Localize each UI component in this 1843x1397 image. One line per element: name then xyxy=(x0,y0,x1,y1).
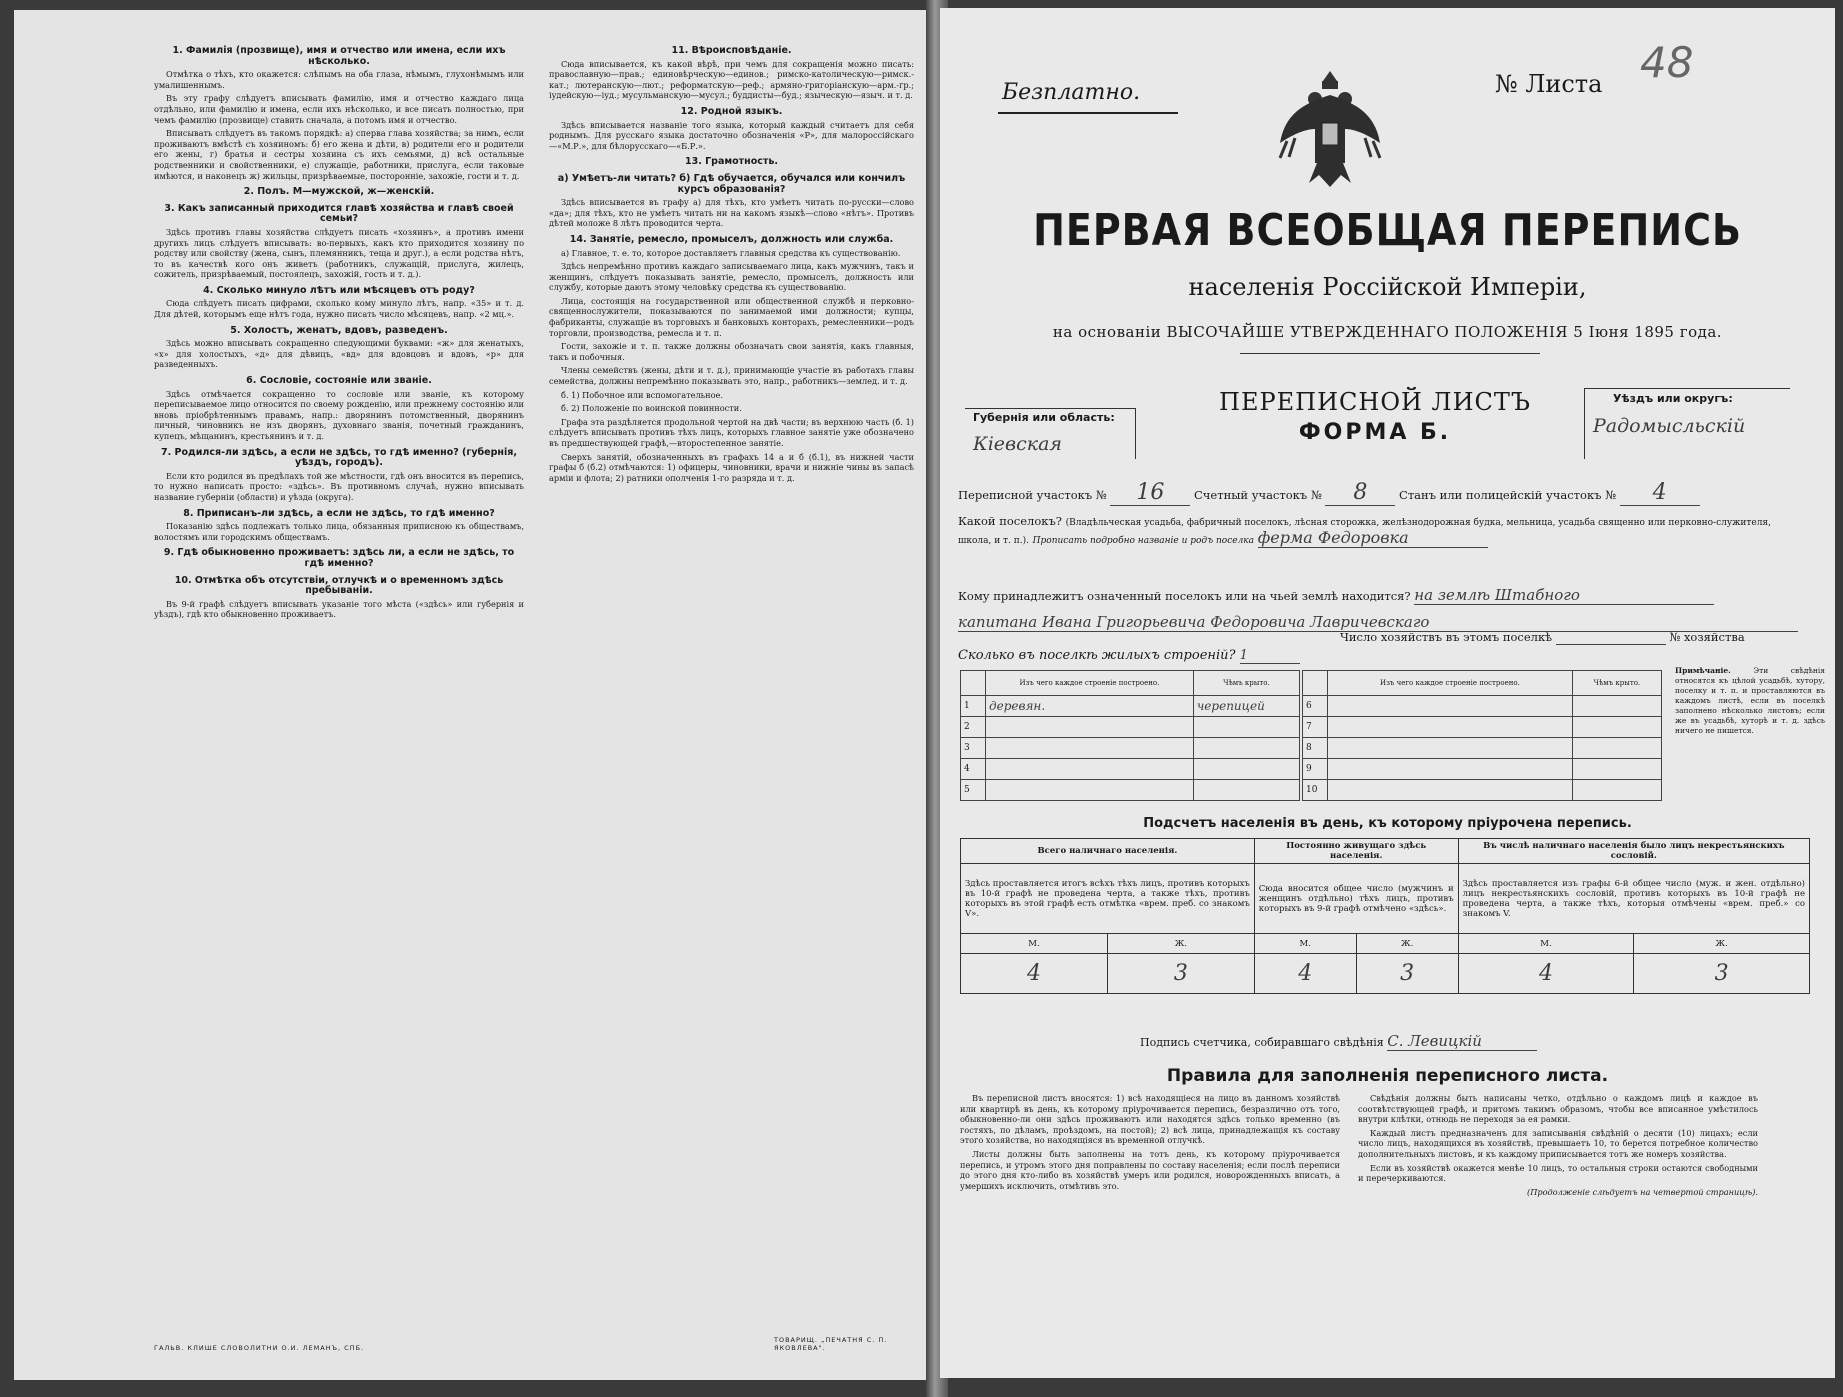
dwellings-material-header: Изъ чего каждое строеніе построено. xyxy=(1328,671,1573,696)
resident-population-header: Постоянно живущаго здѣсь населенія. xyxy=(1254,839,1458,864)
instruction-paragraph: Лица, состоящія на государственной или общественной службѣ и перковно-священнослужители, показываются по занимаемой ими должности; купцы, фабриканты, служащіе въ торговыхъ и банковыхъ конторахъ, ремесленники—родъ торговли, производства, ремесла и т. п. xyxy=(549,295,914,338)
instruction-heading: 13. Грамотность. xyxy=(684,156,779,168)
instruction-heading: 10. Отмѣтка объ отсутствіи, отлучкѣ и о временномъ здѣсь пребываніи. xyxy=(174,574,504,597)
counting-district-value: 8 xyxy=(1325,480,1395,506)
dwelling-number: 2 xyxy=(961,717,986,738)
instruction-heading: 2. Полъ. М—мужской, ж—женскій. xyxy=(243,186,435,198)
owner-value-1: на землѣ Штабного xyxy=(1414,586,1714,605)
female-label: Ж. xyxy=(1356,934,1458,954)
settlement-line xyxy=(958,514,1798,548)
rule-paragraph: Листы должны быть заполнены на тотъ день, къ которому пріурочивается перепись, и утромъ этого дня поправлены по составу населенія; если послѣ переписи до этого дня кто-либо въ хозяйствѣ умеръ или родился, новорожденныхъ вписать, а умершихъ исключить, отмѣтивъ это. xyxy=(960,1148,1340,1191)
instruction-heading: 6. Сословіе, состояніе или званіе. xyxy=(246,375,432,387)
instruction-paragraph: Графа эта раздѣляется продольной чертой на двѣ части; въ верхнюю часть (б. 1) слѣдуетъ вписывать противъ тѣхъ лицъ, которыхъ главное занятіе уже обозначено въ предшествующей графѣ,—второстепенное занятіе. xyxy=(549,416,914,448)
dwelling-row xyxy=(961,738,1300,759)
instruction-paragraph: Здѣсь непремѣнно противъ каждаго записываемаго лица, какъ мужчинъ, такъ и женщинъ, слѣдуетъ показывать занятіе, ремесло, промыселъ, должность или службу, которые даютъ этому человѣку средства къ существованію. xyxy=(549,261,914,293)
dwelling-material xyxy=(986,759,1194,780)
owner-line xyxy=(958,586,1818,632)
dwelling-empty-cell xyxy=(1572,780,1661,801)
instruction-paragraph: Здѣсь отмѣчается сокращенно то сословіе или званіе, къ которому переписываемое лицо относится по своему рожденію, или прежнему состоянію или вновь пріобрѣтеннымъ правамъ, напр.: дворянинъ потомственный, дворянинъ личный, чиновникъ не изъ дворянъ, духовнаго званія, почетный гражданинъ, купецъ, мѣщанинъ, крестьянинъ и т. д. xyxy=(154,388,524,441)
non-peasant-header: Въ числѣ наличнаго населенія было лицъ некрестьянскихъ сословій. xyxy=(1458,839,1809,864)
population-count-title: Подсчетъ населенія въ день, къ которому пріурочена перепись. xyxy=(1143,816,1632,831)
dwelling-row xyxy=(961,780,1300,801)
dwelling-number: 8 xyxy=(1303,738,1328,759)
dwelling-empty-cell xyxy=(1328,738,1573,759)
dwellings-roof-header: Чѣмъ крыто. xyxy=(1572,671,1661,696)
census-subtitle: населенія Россійской Имперіи, xyxy=(1188,273,1587,301)
printer-imprint-right: ТОВАРИЩ. „ПЕЧАТНЯ С. П. ЯКОВЛЕВА". xyxy=(774,1336,888,1352)
present-population-desc: Здѣсь проставляется итогъ всѣхъ тѣхъ лицъ, противъ которыхъ въ 10-й графѣ не проведена черта, а также тѣхъ, противъ которыхъ въ этой графѣ есть отмѣтка «врем. преб. со знакомъ V». xyxy=(961,864,1255,934)
household-number-label: № хозяйства xyxy=(1669,630,1745,644)
imperial-eagle-emblem-icon xyxy=(1275,63,1385,193)
free-of-charge-label: Безплатно. xyxy=(1002,80,1141,105)
printer-imprint-left: ГАЛЬВ. КЛИШЕ СЛОВОЛИТНИ О.И. ЛЕМАНЪ, СПБ. xyxy=(154,1344,365,1352)
resident-population-desc: Сюда вносится общее число (мужчинъ и женщинъ отдѣльно) тѣхъ лицъ, противъ которыхъ въ 9-й графѣ отмѣчено «здѣсь». xyxy=(1254,864,1458,934)
instruction-heading: 9. Гдѣ обыкновенно проживаетъ: здѣсь ли, а если не здѣсь, то гдѣ именно? xyxy=(163,547,515,569)
dwelling-material: деревян. xyxy=(986,696,1194,717)
rules-column-2 xyxy=(1358,1093,1758,1197)
side-note-text: Эти свѣдѣнія относятся къ цѣлой усадьбѣ, хутору, поселку и т. п. и проставляются въ каждомъ листѣ, если въ поселкѣ заполнено нѣсколько листовъ; если же въ усадьбѣ, хуторѣ и т. д. здѣсь ничего не пишется. xyxy=(1675,666,1825,735)
counting-district-label: Счетный участокъ № xyxy=(1194,488,1322,502)
households-line xyxy=(1340,630,1745,645)
dwelling-number: 7 xyxy=(1303,717,1328,738)
dwelling-row xyxy=(1303,780,1662,801)
male-label: М. xyxy=(1254,934,1356,954)
form-subtitle: ФОРМА Б. xyxy=(1298,420,1452,445)
census-legal-basis: на основаніи ВЫСОЧАЙШЕ УТВЕРЖДЕННАГО ПОЛОЖЕНІЯ 5 Іюня 1895 года. xyxy=(1052,323,1723,341)
dwelling-roof xyxy=(1193,759,1299,780)
instruction-heading: 12. Родной языкъ. xyxy=(680,105,783,117)
instructions-column-2 xyxy=(549,40,914,486)
buildings-value: 1 xyxy=(1240,648,1300,664)
dwelling-row xyxy=(1303,738,1662,759)
instruction-paragraph: Члены семействъ (жены, дѣти и т. д.), принимающіе участіе въ работахъ главы семейства, должны непремѣнно показывать это, напр., работникъ—землед. и т. д. xyxy=(549,365,914,387)
rule-paragraph: Каждый листъ предназначенъ для записыванія свѣдѣній о десяти (10) лицахъ; если число лицъ, находящихся въ хозяйствѣ, превышаетъ 10, то берется потребное количество дополнительныхъ листовъ, и къ каждому приписывается тотъ же номеръ хозяйства. xyxy=(1358,1127,1758,1159)
stan-label: Станъ или полицейскій участокъ № xyxy=(1399,488,1617,502)
stan-value: 4 xyxy=(1620,480,1700,506)
female-label: Ж. xyxy=(1634,934,1810,954)
rules-title: Правила для заполненія переписного листа. xyxy=(1166,1066,1609,1086)
dwelling-material xyxy=(986,738,1194,759)
dwelling-number: 1 xyxy=(961,696,986,717)
count-cell: 3 xyxy=(1356,954,1458,994)
instruction-paragraph: Здѣсь вписывается названіе того языка, который каждый считаетъ для себя роднымъ. Для русскаго языка достаточно обозначенія «Р», для малороссійскаго—«М.Р.», для бѣлорусскаго—«Б.Р.». xyxy=(549,119,914,151)
dwelling-roof xyxy=(1193,780,1299,801)
count-cell: 4 xyxy=(1458,954,1634,994)
rules-column-1 xyxy=(960,1093,1340,1194)
dwelling-number: 6 xyxy=(1303,696,1328,717)
guberniya-value: Кіевская xyxy=(973,433,1062,455)
male-label: М. xyxy=(961,934,1108,954)
dwelling-empty-cell xyxy=(1572,738,1661,759)
dwelling-row xyxy=(1303,696,1662,717)
form-title-block xyxy=(1170,388,1580,445)
instruction-paragraph: Здѣсь вписывается въ графу а) для тѣхъ, кто умѣетъ читать по-русски—слово «да»; для тѣхъ, кто не умѣетъ читать ни на какомъ языкѣ—слово «нѣтъ». Противъ дѣтей моложе 8 лѣтъ проводится черта. xyxy=(549,197,914,229)
dwelling-number: 9 xyxy=(1303,759,1328,780)
instruction-paragraph: Въ 9-й графѣ слѣдуетъ вписывать указаніе того мѣста («здѣсь» или губернія и уѣздъ), гдѣ кто обыкновенно проживаетъ. xyxy=(154,598,524,620)
instruction-heading: 3. Какъ записанный приходится главѣ хозяйства и главѣ своей семьи? xyxy=(164,202,514,225)
dwellings-material-header: Изъ чего каждое строеніе построено. xyxy=(986,671,1194,696)
dwelling-number: 10 xyxy=(1303,780,1328,801)
instruction-paragraph: б. 1) Побочное или вспомогательное. xyxy=(561,389,723,400)
instructions-page xyxy=(14,10,936,1380)
dwelling-material xyxy=(986,780,1194,801)
instruction-paragraph: Здѣсь можно вписывать сокращенно следующими буквами: «ж» для женатыхъ, «х» для холостыхъ, «д» для дѣвицъ, «вд» для вдовцовъ и вдовъ, «р» для разведенныхъ. xyxy=(154,338,524,370)
instruction-heading: 8. Приписанъ-ли здѣсь, а если не здѣсь, то гдѣ именно? xyxy=(183,507,495,519)
dwelling-roof: черепицей xyxy=(1193,696,1299,717)
count-cell: 3 xyxy=(1107,954,1254,994)
dwelling-row xyxy=(1303,717,1662,738)
dwelling-number: 4 xyxy=(961,759,986,780)
present-population-header: Всего наличнаго населенія. xyxy=(961,839,1255,864)
dwellings-roof-header: Чѣмъ крыто. xyxy=(1193,671,1299,696)
dwelling-empty-cell xyxy=(1328,759,1573,780)
owner-value-2: капитана Ивана Григорьевича Федоровича Лавричевскаго xyxy=(958,613,1798,632)
buildings-label: Сколько въ поселкѣ жилыхъ строеній? xyxy=(958,648,1236,663)
instruction-heading: 11. Вѣроисповѣданіе. xyxy=(671,45,792,56)
instruction-paragraph: Гости, захожіе и т. п. также должны обозначать свои занятія, какъ главныя, такъ и побочныя. xyxy=(549,341,914,362)
dwelling-empty-cell xyxy=(1572,759,1661,780)
settlement-note-2: Прописать подробно названіе и родъ поселка xyxy=(1032,536,1255,546)
female-label: Ж. xyxy=(1107,934,1254,954)
side-note-title: Примѣчаніе. xyxy=(1675,666,1731,675)
dwellings-table-right xyxy=(1302,670,1662,801)
instruction-paragraph: Въ эту графу слѣдуетъ вписывать фамилію, имя и отчество каждаго лица отдѣльно, или фамилію и имена, если ихъ нѣсколько, и все писать полностью, при чемъ фамилію (прозвище) ставить сначала, а потомъ имя и отчество. xyxy=(154,93,524,125)
instruction-heading: а) Умѣетъ-ли читать? б) Гдѣ обучается, обучался или кончилъ курсъ образованія? xyxy=(557,172,906,195)
instruction-paragraph: Сверхъ занятій, обозначенныхъ въ графахъ 14 а и б (б.1), въ нижней части графы б (б.2) отмѣчаются: 1) офицеры, чиновники, врачи и нижніе чины въ запасѣ арміи и флота; 2) ратники ополченія 1-го разряда и т. д. xyxy=(549,451,914,483)
count-cell: 4 xyxy=(961,954,1108,994)
settlement-label: Какой поселокъ? xyxy=(958,514,1062,528)
instruction-heading: 7. Родился-ли здѣсь, а если не здѣсь, то гдѣ именно? (губернія, уѣздъ, городъ). xyxy=(161,446,517,469)
instruction-heading: 14. Занятіе, ремесло, промыселъ, должность или служба. xyxy=(569,233,894,245)
divider xyxy=(998,112,1178,114)
instruction-paragraph: Сюда слѣдуетъ писать цифрами, сколько кому минуло лѣтъ, напр. «35» и т. д. Для дѣтей, которымъ еще нѣтъ года, нужно писать число мѣсяцевъ, напр. «2 мц.». xyxy=(154,298,524,320)
signature-value: С. Левицкій xyxy=(1387,1032,1537,1051)
instruction-heading: 4. Сколько минуло лѣтъ или мѣсяцевъ отъ роду? xyxy=(203,284,475,296)
count-cell: 4 xyxy=(1254,954,1356,994)
uezd-box xyxy=(1584,388,1790,459)
instructions-column-1 xyxy=(154,40,524,623)
instruction-paragraph: б. 2) Положеніе по воинской повинности. xyxy=(561,403,742,414)
dwelling-roof xyxy=(1193,717,1299,738)
dwelling-row xyxy=(961,759,1300,780)
settlement-value: ферма Федоровка xyxy=(1258,528,1488,548)
sheet-number-label: № Листа xyxy=(1495,70,1603,98)
instruction-heading: 5. Холостъ, женатъ, вдовъ, разведенъ. xyxy=(230,324,448,336)
uezd-label: Уѣздъ или округъ: xyxy=(1613,392,1733,405)
dwelling-empty-cell xyxy=(1328,717,1573,738)
uezd-value: Радомысльскій xyxy=(1593,415,1746,437)
dwelling-row xyxy=(961,717,1300,738)
dwellings-side-note xyxy=(1675,666,1825,736)
guberniya-label: Губернія или область: xyxy=(973,411,1115,424)
form-title: ПЕРЕПИСНОЙ ЛИСТЪ xyxy=(1219,388,1531,416)
instruction-paragraph: Здѣсь противъ главы хозяйства слѣдуетъ писать «хозяинъ», а противъ имени другихъ лицъ слѣдуетъ вписывать: во-первыхъ, какъ кто приходится хозяину по родству или свойству (жена, сынъ, племянникъ, теща и друг.), а если родства нѣтъ, то въ качествѣ кого онъ живетъ (работникъ, служащій, прислуга, жилецъ, сожитель, призрѣваемый, постоялецъ, захожій, гость и т. д.). xyxy=(154,226,524,280)
male-label: М. xyxy=(1458,934,1634,954)
instruction-paragraph: Вписывать слѣдуетъ въ такомъ порядкѣ: а) сперва глава хозяйства; за нимъ, если проживаютъ вмѣстѣ съ хозяиномъ: б) его жена и дѣти, в) родители его и родители его жены, г) братья и сестры хозяина съ ихъ семьями, д) всѣ остальные родственники и свойственники, е) служащіе, работники, прислуга, если таковые имѣются, и наконецъ ж) жильцы, призрѣваемые, посторонніе, захожіе, гости и т. д. xyxy=(154,128,524,181)
dwelling-row xyxy=(961,696,1300,717)
continuation-note: (Продолженіе слѣдуетъ на четвертой страницѣ). xyxy=(1527,1186,1758,1197)
owner-label: Кому принадлежитъ означенный поселокъ или на чьей землѣ находится? xyxy=(958,589,1411,603)
rule-paragraph: Если въ хозяйствѣ окажется менѣе 10 лицъ, то остальныя строки остаются свободными и перечеркиваются. xyxy=(1358,1162,1758,1184)
enumerator-signature-line xyxy=(1140,1032,1537,1051)
dwelling-row xyxy=(1303,759,1662,780)
census-form-page xyxy=(940,8,1835,1378)
instruction-paragraph: Сюда вписывается, къ какой вѣрѣ, при чемъ для сокращенія можно писать: православную—прав.; единовѣрческую—единов.; римско-католическую—римск.-кат.; лютеранскую—лют.; реформатскую—реф.; армяно-григоріанскую—арм.-гр.; іудейскую—іуд.; мусульманскую—мусул.; буддисты—буд.; языческую—языч. и т. д. xyxy=(549,58,914,101)
instruction-paragraph: а) Главное, т. е. то, которое доставляетъ главныя средства къ существованію. xyxy=(561,247,901,258)
count-cell: 3 xyxy=(1634,954,1810,994)
instruction-paragraph: Показанію здѣсь подлежатъ только лица, обязанныя приписною къ обществамъ, волостямъ или городскимъ обществамъ. xyxy=(154,521,524,542)
dwelling-number: 5 xyxy=(961,780,986,801)
signature-label: Подпись счетчика, собиравшаго свѣдѣнія xyxy=(1140,1036,1384,1049)
census-district-label: Переписной участокъ № xyxy=(958,488,1107,502)
dwelling-empty-cell xyxy=(1572,717,1661,738)
dwelling-empty-cell xyxy=(1328,780,1573,801)
guberniya-box xyxy=(965,408,1136,459)
instruction-paragraph: Отмѣтка о тѣхъ, кто окажется: слѣпымъ на оба глаза, нѣмымъ, глухонѣмымъ или умалишеннымъ. xyxy=(154,69,524,90)
instruction-paragraph: Если кто родился въ предѣлахъ той же мѣстности, гдѣ онъ вносится въ перепись, то нужно написать просто: «здѣсь». Въ противномъ случаѣ, нужно вписывать название губерніи (области) и уѣзда (округа). xyxy=(154,470,524,502)
households-label: Число хозяйствъ въ этомъ поселкѣ xyxy=(1340,630,1553,644)
population-count-table xyxy=(960,838,1810,994)
census-district-value: 16 xyxy=(1110,480,1190,506)
rule-paragraph: Свѣдѣнія должны быть написаны четко, отдѣльно о каждомъ лицѣ и каждое въ соотвѣтствующей графѣ, и притомъ такимъ образомъ, чтобы все вписанное умѣстилось внутри клѣтки, отнюдь не переходя за ея рамки. xyxy=(1358,1093,1758,1125)
header-boxes xyxy=(965,388,1790,463)
census-district-line xyxy=(958,480,1700,506)
dwelling-empty-cell xyxy=(1572,696,1661,717)
dwelling-empty-cell xyxy=(1328,696,1573,717)
non-peasant-desc: Здѣсь проставляется изъ графы 6-й общее число (муж. и жен. отдѣльно) лицъ некрестьянскихъ сословій, противъ которыхъ въ 10-й графѣ не проведена черта, а также тѣхъ, которыя отмѣчены «врем. преб.» со знакомъ V. xyxy=(1458,864,1809,934)
dwelling-number: 3 xyxy=(961,738,986,759)
divider xyxy=(1240,353,1540,354)
settlement-note: (Владѣльческая усадьба, фабричный поселокъ, лѣсная сторожка, желѣзнодорожная будка, мельница, усадьба священно или перковно-служителя, школа, и т. п.). xyxy=(958,518,1771,546)
dwelling-material xyxy=(986,717,1194,738)
dwelling-roof xyxy=(1193,738,1299,759)
buildings-line xyxy=(958,648,1300,664)
instruction-heading: 1. Фамилія (прозвище), имя и отчество или имена, если ихъ нѣсколько. xyxy=(172,45,506,67)
dwellings-table-left xyxy=(960,670,1300,801)
rule-paragraph: Въ переписной листъ вносятся: 1) всѣ находящіеся на лицо въ данномъ хозяйствѣ или квартирѣ въ день, къ которому пріурочивается перепись, безразлично отъ того, обыкновенно-ли они здѣсь проживаютъ или находятся здѣсь только временно (въ гостяхъ, по дѣламъ, проѣздомъ, на постой); 2) всѣ лица, принадлежащія къ составу этого хозяйства, но находящіяся въ временной отлучкѣ. xyxy=(960,1093,1340,1146)
sheet-number-value: 48 xyxy=(1640,38,1694,87)
census-title: ПЕРВАЯ ВСЕОБЩАЯ ПЕРЕПИСЬ xyxy=(1033,204,1742,256)
